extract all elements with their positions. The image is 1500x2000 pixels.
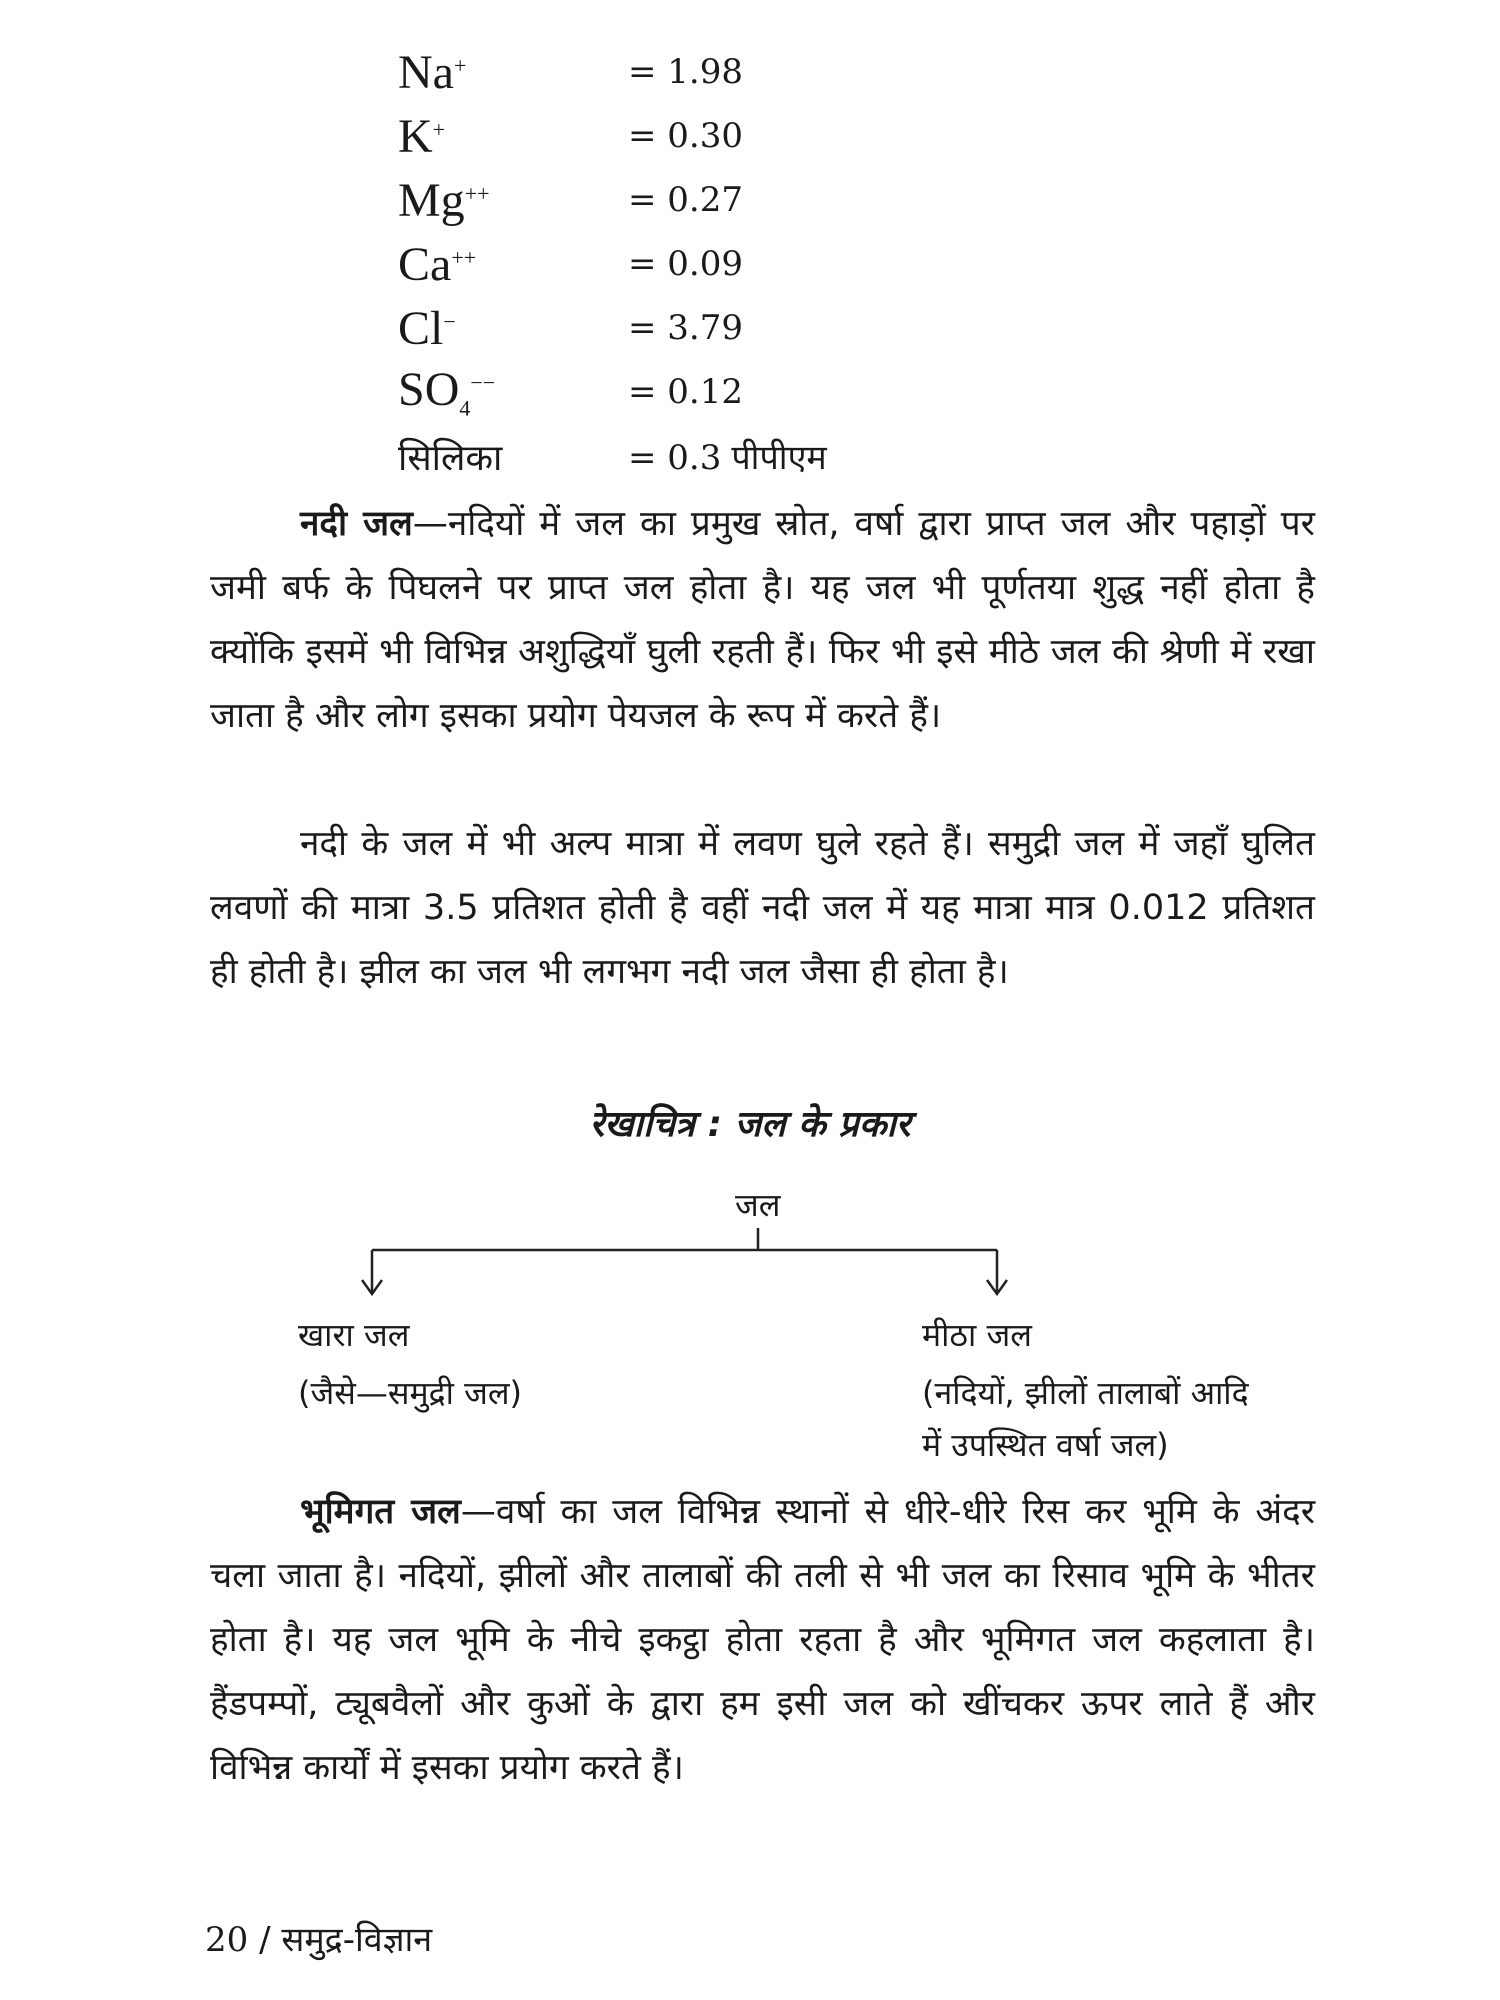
river-water-paragraph <box>210 492 1315 748</box>
ion-value: = 1.98 <box>628 52 743 92</box>
salt-water-description: (जैसे—समुद्री जल) <box>298 1374 523 1412</box>
salt-content-text: नदी के जल में भी अल्प मात्रा में लवण घुले रहते हैं। समुद्री जल में जहाँ घुलित लवणों की मात्रा 3.5 प्रतिशत होती है वहीं नदी जल में यह मात्रा मात्र 0.012 प्रतिशत ही होती है। झील का जल भी लगभग नदी जल जैसा ही होता है। <box>210 824 1315 992</box>
figure-caption: रेखाचित्र : जल के प्रकार <box>589 1104 911 1145</box>
ion-row-potassium <box>398 104 827 168</box>
ion-name: Cl− <box>398 301 456 355</box>
ion-name: Ca++ <box>398 237 477 291</box>
ion-row-sodium <box>398 40 827 104</box>
book-title: समुद्र-विज्ञान <box>281 1920 433 1960</box>
ion-value: = 3.79 <box>628 308 743 348</box>
page-number: 20 <box>205 1920 249 1960</box>
ion-name: Mg++ <box>398 173 490 227</box>
ion-row-chloride <box>398 296 827 360</box>
page-footer <box>205 1915 432 1961</box>
ion-name: K+ <box>398 109 446 163</box>
ion-concentration-list <box>398 40 827 488</box>
ground-water-text: —वर्षा का जल विभिन्न स्थानों से धीरे-धीरे रिस कर भूमि के अंदर चला जाता है। नदियों, झीलों और तालाबों की तली से भी जल का रिसाव भूमि के भीतर होता है। यह जल भूमि के नीचे इकट्ठा होता रहता है और भूमिगत जल कहलाता है। हैंडपम्पों, ट्यूबवैलों और कुओं के द्वारा हम इसी जल को खींचकर ऊपर लाते हैं और विभिन्न कार्यों में इसका प्रयोग करते हैं। <box>210 1492 1316 1788</box>
river-water-heading: नदी जल <box>300 504 413 544</box>
salt-content-paragraph <box>210 812 1315 1004</box>
fresh-water-description-line1: (नदियों, झीलों तालाबों आदि <box>922 1374 1249 1412</box>
fresh-water-title: मीठा जल <box>922 1316 1032 1354</box>
ion-row-sulphate <box>398 360 827 424</box>
salt-water-title: खारा जल <box>298 1316 410 1354</box>
down-arrow-icon <box>987 1280 1007 1294</box>
ion-name: Na+ <box>398 45 467 99</box>
ion-name: सिलिका <box>398 437 503 479</box>
footer-separator: / <box>259 1920 271 1960</box>
ion-unit: पीपीएम <box>731 438 827 478</box>
ground-water-paragraph <box>210 1480 1315 1800</box>
tree-root-label: जल <box>735 1186 781 1224</box>
ground-water-heading: भूमिगत जल <box>300 1492 461 1532</box>
down-arrow-icon <box>362 1280 382 1294</box>
ion-name: $SO_4^{--}$ <box>398 363 496 421</box>
ion-value: = 0.30 <box>628 116 743 156</box>
ion-value: = 0.3 पीपीएम <box>628 438 827 478</box>
ion-value: = 0.12 <box>628 372 743 412</box>
ion-value: = 0.09 <box>628 244 743 284</box>
ion-row-silica <box>398 424 827 488</box>
fresh-water-description-line2: में उपस्थित वर्षा जल) <box>922 1426 1169 1464</box>
ion-row-magnesium <box>398 168 827 232</box>
river-water-text: —नदियों में जल का प्रमुख स्रोत, वर्षा द्वारा प्राप्त जल और पहाड़ों पर जमी बर्फ के पिघलने पर प्राप्त जल होता है। यह जल भी पूर्णतया शुद्ध नहीं होता है क्योंकि इसमें भी विभिन्न अशुद्धियाँ घुली रहती हैं। फिर भी इसे मीठे जल की श्रेणी में रखा जाता है और लोग इसका प्रयोग पेयजल के रूप में करते हैं। <box>210 504 1315 736</box>
ion-row-calcium <box>398 232 827 296</box>
ion-value: = 0.27 <box>628 180 743 220</box>
